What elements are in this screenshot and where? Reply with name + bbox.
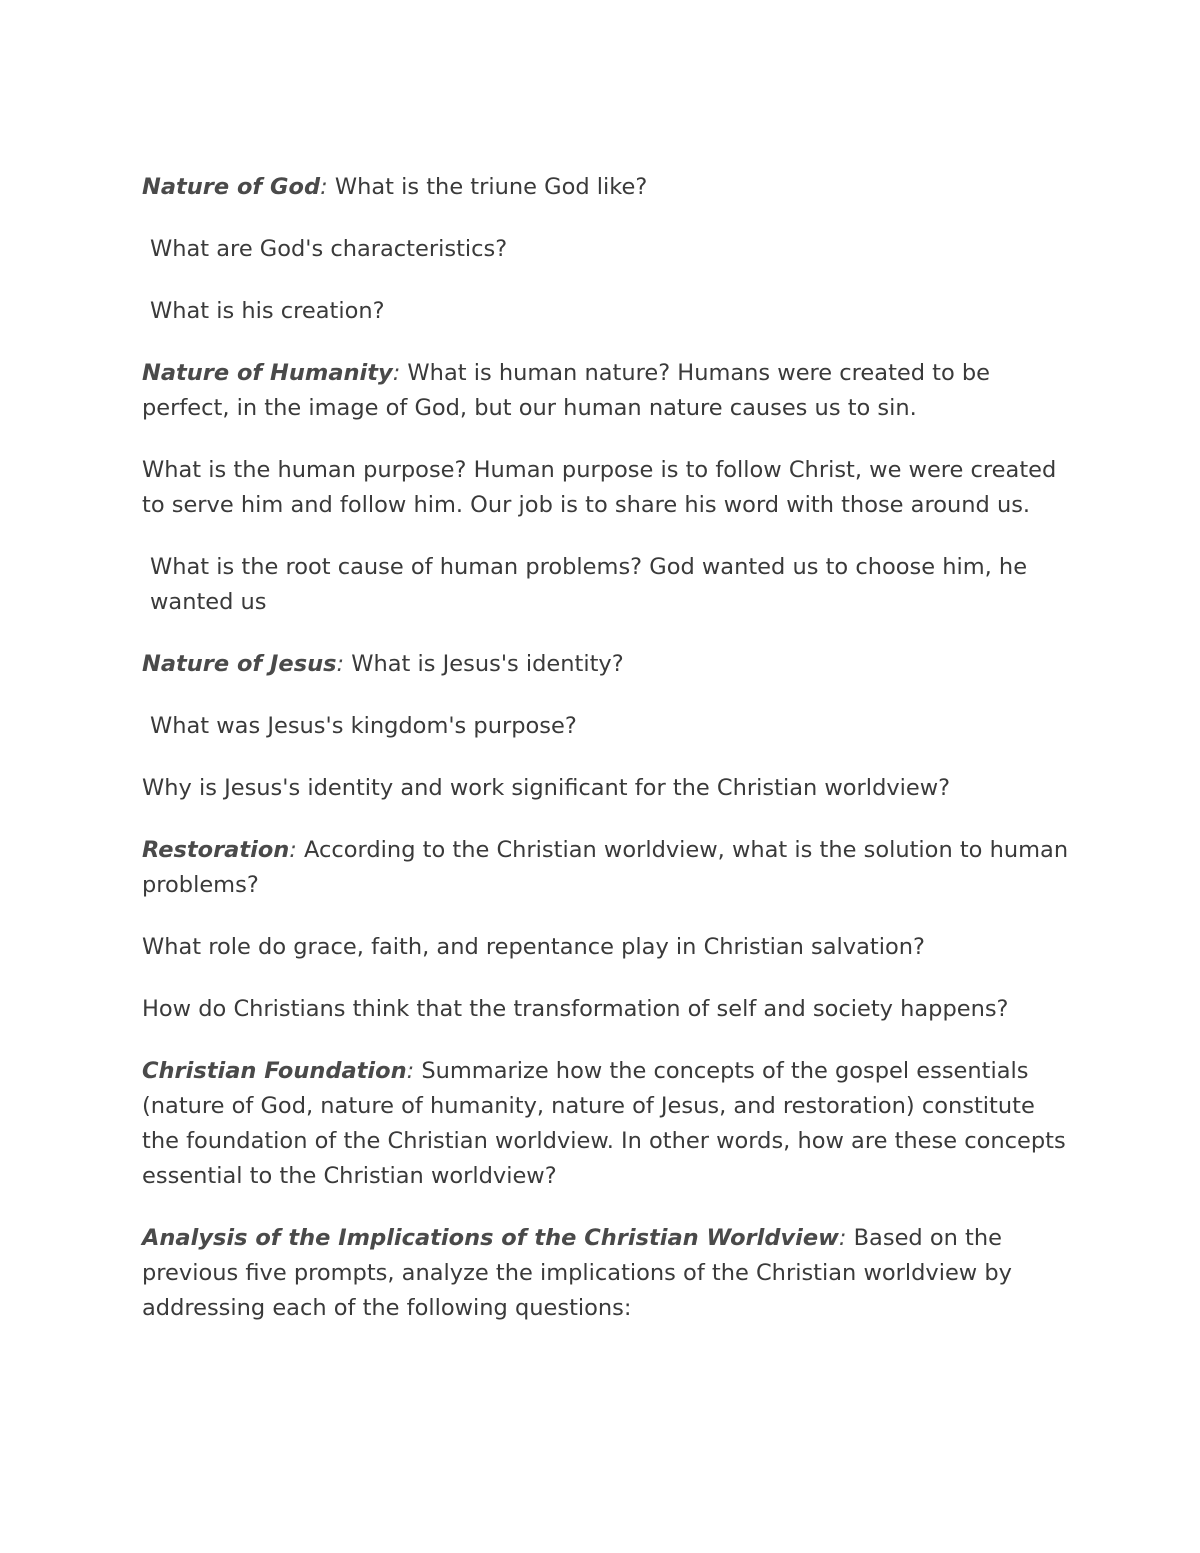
nature-of-humanity-paragraph [142,356,1072,426]
transformation-question: How do Christians think that the transformation of self and society happens? [142,996,1009,1022]
jesus-significance-question: Why is Jesus's identity and work significant for the Christian worldview? [142,775,951,801]
christian-foundation-paragraph [142,1054,1072,1194]
kingdom-purpose-question: What was Jesus's kingdom's purpose? [150,713,577,739]
root-cause-paragraph: What is the root cause of human problems? God wanted us to choose him, he wanted us [150,554,1028,615]
christian-foundation-prompt: Summarize how the concepts of the gospel essentials (nature of God, nature of humanity, nature of Jesus, and restoration) constitute the foundation of the Christian worldview. In other words, how are these concepts essential to the Christian worldview? [142,1058,1066,1189]
heading-colon: : [289,837,297,863]
human-nature-answer: What is human nature? Humans were created to be perfect, in the image of God, but our human nature causes us to sin. [142,360,991,421]
nature-of-god-question: What is the triune God like? [327,174,648,200]
nature-of-god-heading: Nature of God [142,174,321,200]
analysis-heading: Analysis of the Implications of the Christian Worldview [142,1225,839,1251]
heading-colon: : [406,1058,415,1084]
nature-of-jesus-paragraph [142,647,1072,682]
human-purpose-paragraph: What is the human purpose? Human purpose is to follow Christ, we were created to serve him and follow him. Our job is to share his word with those around us. [142,457,1057,518]
jesus-identity-question: What is Jesus's identity? [344,651,624,677]
heading-colon: : [392,360,401,386]
gods-characteristics-question: What are God's characteristics? [150,236,508,262]
nature-of-humanity-heading: Nature of Humanity [142,360,393,386]
heading-colon: : [336,651,345,677]
heading-colon: : [838,1225,847,1251]
nature-of-jesus-heading: Nature of Jesus [142,651,337,677]
restoration-paragraph [142,833,1072,903]
restoration-question: According to the Christian worldview, what is the solution to human problems? [142,837,1069,898]
heading-colon: : [320,174,328,200]
analysis-paragraph [142,1221,1072,1326]
restoration-heading: Restoration [142,837,290,863]
document-body [142,170,1072,1353]
analysis-prompt: Based on the previous five prompts, analyze the implications of the Christian worldview by addressing each of the following questions: [142,1225,1012,1321]
christian-foundation-heading: Christian Foundation [142,1058,407,1084]
his-creation-question: What is his creation? [150,298,385,324]
grace-faith-repentance-question: What role do grace, faith, and repentance play in Christian salvation? [142,934,925,960]
nature-of-god-paragraph [142,170,1072,205]
